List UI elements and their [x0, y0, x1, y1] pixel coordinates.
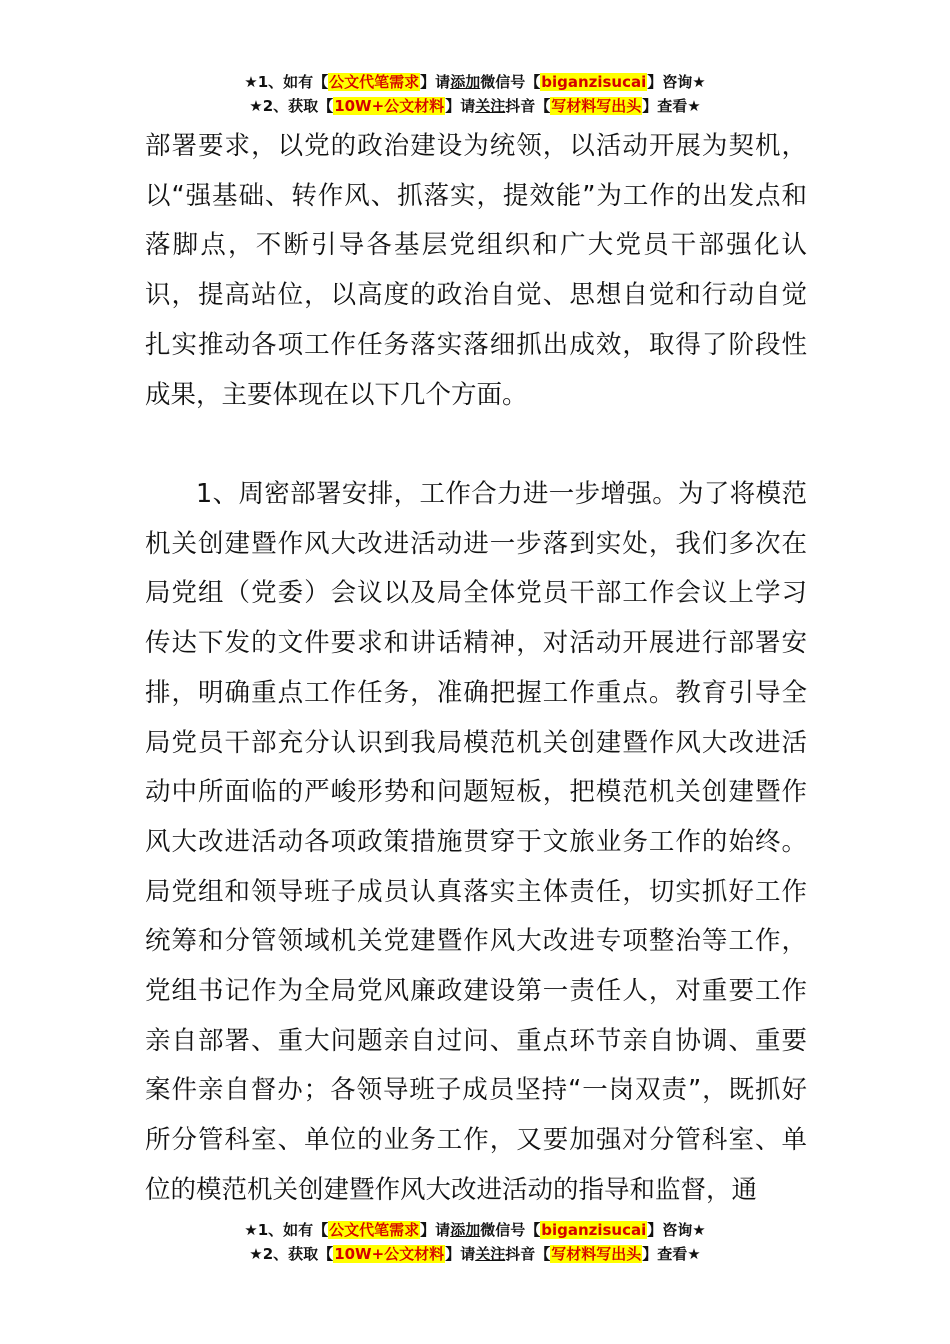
banner-text: ★1、如有【 [244, 1221, 329, 1239]
banner-text: ★1、如有【 [244, 73, 329, 91]
underlined-text: 关注 [475, 1245, 506, 1263]
underlined-text: 添加 [450, 73, 481, 91]
banner-line-2 [0, 94, 950, 118]
highlight-text: 公文代笔需求 [329, 1221, 420, 1239]
body-paragraph-1 [145, 122, 807, 420]
highlight-text: biganzisucai [541, 73, 647, 91]
highlight-text: 10W+公文材料 [334, 97, 445, 115]
banner-text: 】请 [420, 73, 451, 91]
body-paragraph-2 [145, 470, 807, 1216]
footer-banner [0, 1218, 950, 1266]
underlined-text: 添加 [450, 1221, 481, 1239]
banner-line-1 [0, 70, 950, 94]
highlight-text: 写材料写出头 [551, 1245, 642, 1263]
banner-text: 微信号【 [480, 73, 541, 91]
banner-text: 】查看★ [642, 97, 701, 115]
highlight-text: 10W+公文材料 [334, 1245, 445, 1263]
banner-text: 】查看★ [642, 1245, 701, 1263]
banner-text: 】请 [445, 97, 476, 115]
banner-text: ★2、获取【 [249, 1245, 334, 1263]
banner-text: ★2、获取【 [249, 97, 334, 115]
highlight-text: biganzisucai [541, 1221, 647, 1239]
banner-text: 】请 [420, 1221, 451, 1239]
banner-text: 抖音【 [505, 1245, 551, 1263]
banner-text: 微信号【 [480, 1221, 541, 1239]
banner-text: 抖音【 [505, 97, 551, 115]
underlined-text: 关注 [475, 97, 506, 115]
banner-text: 】请 [445, 1245, 476, 1263]
paragraph-text: 1、周密部署安排，工作合力进一步增强。为了将模范机关创建暨作风大改进活动进一步落到实处，我们多次在局党组（党委）会议以及局全体党员干部工作会议上学习传达下发的文件要求和讲话精神，对活动开展进行部署安排，明确重点工作任务，准确把握工作重点。教育引导全局党员干部充分认识到我局模范机关创建暨作风大改进活动中所面临的严峻形势和问题短板，把模范机关创建暨作风大改进活动各项政策措施贯穿于文旅业务工作的始终。局党组和领导班子成员认真落实主体责任，切实抓好工作统筹和分管领域机关党建暨作风大改进专项整治等工作，党组书记作为全局党风廉政建设第一责任人，对重要工作亲自部署、重大问题亲自过问、重点环节亲自协调、重要案件亲自督办；各领导班子成员坚持“一岗双责”，既抓好所分管科室、单位的业务工作，又要加强对分管科室、单位的模范机关创建暨作风大改进活动的指导和监督，通 [145, 479, 807, 1205]
banner-text: 】咨询★ [647, 1221, 706, 1239]
highlight-text: 写材料写出头 [551, 97, 642, 115]
banner-line-1 [0, 1218, 950, 1242]
header-banner [0, 70, 950, 118]
banner-line-2 [0, 1242, 950, 1266]
paragraph-text: 部署要求，以党的政治建设为统领，以活动开展为契机，以“强基础、转作风、抓落实，提效能”为工作的出发点和落脚点，不断引导各基层党组织和广大党员干部强化认识，提高站位，以高度的政治自觉、思想自觉和行动自觉扎实推动各项工作任务落实落细抓出成效，取得了阶段性成果，主要体现在以下几个方面。 [145, 131, 807, 410]
banner-text: 】咨询★ [647, 73, 706, 91]
highlight-text: 公文代笔需求 [329, 73, 420, 91]
